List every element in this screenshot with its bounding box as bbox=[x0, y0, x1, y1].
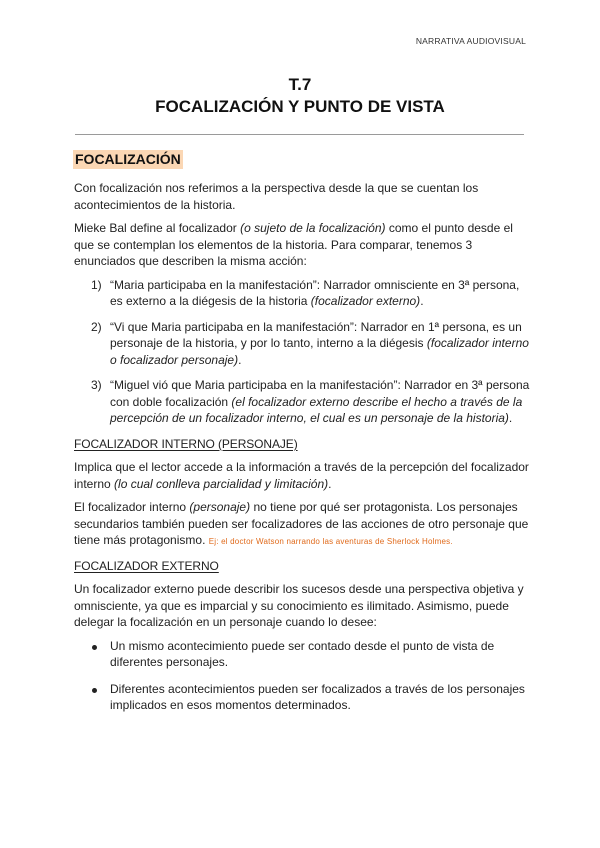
example-text: “Maria participaba en la manifestación”: Narrador omnisciente en 3ª persona, es externo a la diégesis de la historia bbox=[110, 277, 520, 308]
example-number: 3) bbox=[91, 378, 102, 392]
example-end: . bbox=[508, 411, 513, 425]
interno-paragraph-2 bbox=[74, 499, 530, 551]
interno-p1-b: (lo cual conlleva parcialidad y limitación) bbox=[114, 476, 329, 491]
example-italic: (focalizador externo) bbox=[310, 294, 421, 308]
interno-p2-c: no tiene por qué ser protagonista. Los personajes secundarios también pueden ser focalizadores de las acciones de otro personaje que tiene más protagonismo. bbox=[74, 500, 529, 547]
header-label: NARRATIVA AUDIOVISUAL bbox=[415, 36, 526, 46]
externo-paragraph: Un focalizador externo puede describir los sucesos desde una perspectiva objetiva y omnisciente, ya que es imparcial y su conocimiento es ilimitado. Asimismo, puede delegar la focalización en un personaje cuando lo desee: bbox=[74, 582, 524, 629]
example-italic: (focalizador interno o focalizador personaje) bbox=[110, 336, 529, 367]
example-text: “Miguel vió que Maria participaba en la manifestación”: Narrador en 3ª persona con doble focalización bbox=[110, 378, 530, 409]
example-note: Ej: el doctor Watson narrando las aventuras de Sherlock Holmes. bbox=[208, 537, 453, 546]
example-item bbox=[74, 277, 530, 310]
example-text: “Vi que Maria participaba en la manifestación”: Narrador en 1ª persona, es un personaje de la historia, y por lo tanto, interno a la diégesis bbox=[110, 319, 522, 350]
example-item bbox=[74, 319, 530, 369]
interno-p2-a: El focalizador interno bbox=[74, 500, 190, 514]
bullet-text: Diferentes acontecimientos pueden ser focalizados a través de los personajes implicados en esos momentos determinados. bbox=[110, 681, 525, 712]
interno-p2-b: (personaje) bbox=[189, 500, 251, 514]
example-item bbox=[74, 377, 530, 427]
example-number: 2) bbox=[91, 319, 102, 334]
subsection-title-externo: FOCALIZADOR EXTERNO bbox=[74, 558, 219, 573]
example-number: 1) bbox=[91, 277, 102, 292]
bullet-icon bbox=[92, 645, 97, 650]
bullet-item bbox=[74, 638, 530, 671]
interno-p1-a: Implica que el lector accede a la información a través de la percepción del focalizador interno bbox=[74, 460, 529, 491]
mieke-text-c: como el punto desde el que se contemplan los elementos de la historia. Para comparar, tenemos 3 enunciados que describen la misma acción: bbox=[74, 221, 513, 268]
bullet-icon bbox=[92, 688, 97, 693]
intro-paragraph: Con focalización nos referimos a la perspectiva desde la que se cuentan los acontecimientos de la historia. bbox=[74, 181, 479, 212]
example-end: . bbox=[420, 294, 424, 308]
bullet-item bbox=[74, 681, 530, 714]
example-italic: (el focalizador externo describe el hecho a través de la percepción de un focalizador interno, el cual es un personaje de la historia) bbox=[110, 394, 523, 425]
mieke-text-a: Mieke Bal define al focalizador bbox=[74, 221, 241, 235]
page-title: FOCALIZACIÓN Y PUNTO DE VISTA bbox=[155, 97, 445, 116]
bullet-text: Un mismo acontecimiento puede ser contado desde el punto de vista de diferentes personajes. bbox=[110, 638, 495, 669]
section-title: FOCALIZACIÓN bbox=[75, 151, 181, 167]
topic-number: T.7 bbox=[288, 75, 312, 94]
subsection-title-interno: FOCALIZADOR INTERNO (PERSONAJE) bbox=[74, 436, 298, 451]
mieke-paragraph bbox=[74, 220, 530, 270]
example-end: . bbox=[238, 352, 242, 367]
title-divider bbox=[75, 134, 524, 135]
mieke-text-b: (o sujeto de la focalización) bbox=[240, 221, 386, 235]
content bbox=[74, 150, 530, 724]
interno-p1-c: . bbox=[328, 476, 332, 491]
title-block bbox=[0, 74, 600, 118]
interno-paragraph-1 bbox=[74, 459, 530, 492]
